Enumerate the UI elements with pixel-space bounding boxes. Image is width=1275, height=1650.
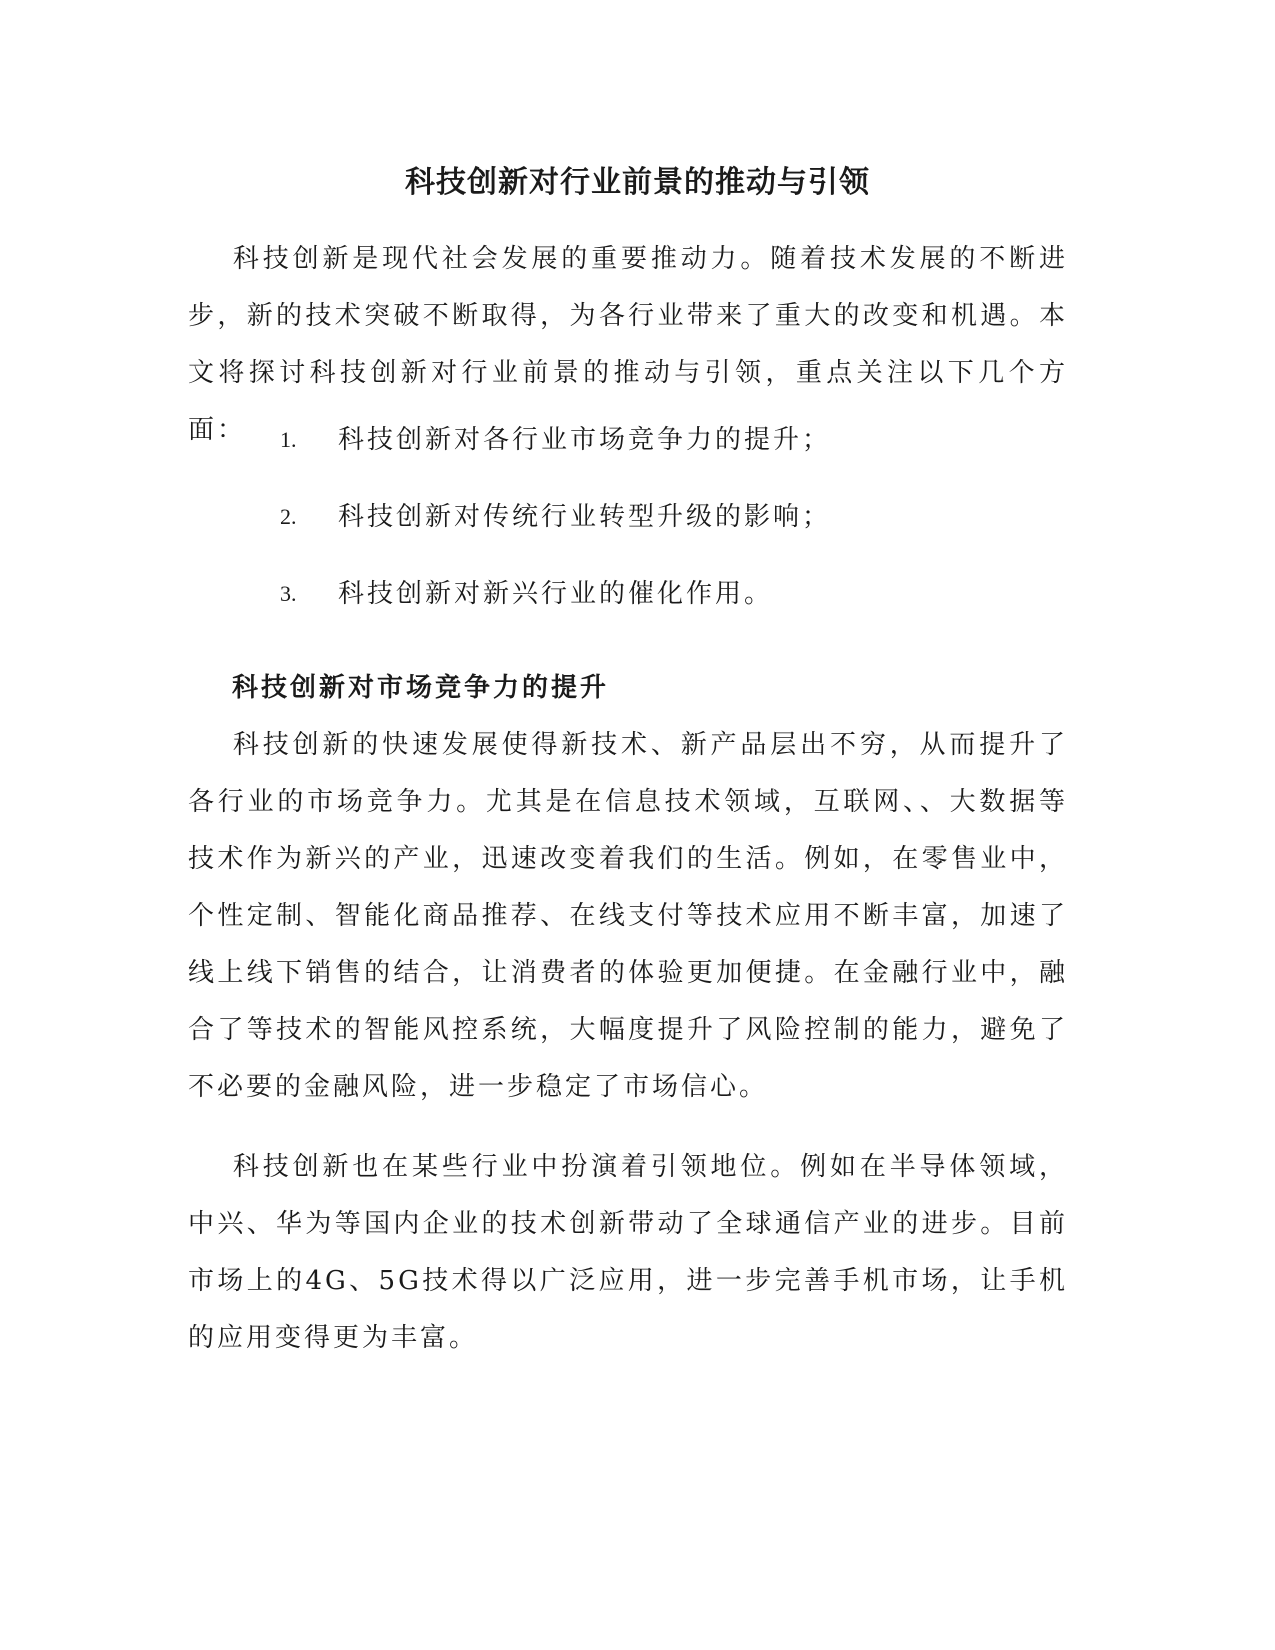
list-number: 1. [280,427,297,452]
document-title: 科技创新对行业前景的推动与引领 [405,165,870,200]
list-number: 2. [280,504,297,529]
list-item [280,572,1060,649]
list-text: 科技创新对新兴行业的催化作用。 [338,579,774,609]
list-number: 3. [280,581,297,606]
body-paragraph-1 [188,717,1068,1116]
body-paragraph-2-text: 科技创新也在某些行业中扮演着引领地位。例如在半导体领域，中兴、华为等国内企业的技术创新带动了全球通信产业的进步。目前市场上的4G、5G技术得以广泛应用，进一步完善手机市场，让手机的应用变得更为丰富。 [188,1152,1068,1353]
topic-list [280,418,1060,649]
body-paragraph-2 [188,1139,1068,1367]
list-text: 科技创新对传统行业转型升级的影响； [338,502,832,532]
list-item [280,418,1060,495]
list-text: 科技创新对各行业市场竞争力的提升； [338,425,832,455]
section-heading: 科技创新对市场竞争力的提升 [232,673,610,703]
body-paragraph-1-text: 科技创新的快速发展使得新技术、新产品层出不穷，从而提升了各行业的市场竞争力。尤其是在信息技术领域，互联网、、大数据等技术作为新兴的产业，迅速改变着我们的生活。例如，在零售业中，个性定制、智能化商品推荐、在线支付等技术应用不断丰富，加速了线上线下销售的结合，让消费者的体验更加便捷。在金融行业中，融合了等技术的智能风控系统，大幅度提升了风险控制的能力，避免了不必要的金融风险，进一步稳定了市场信心。 [188,730,1068,1102]
list-item [280,495,1060,572]
intro-text: 科技创新是现代社会发展的重要推动力。随着技术发展的不断进步，新的技术突破不断取得，为各行业带来了重大的改变和机遇。本文将探讨科技创新对行业前景的推动与引领，重点关注以下几个方面： [188,244,1068,445]
